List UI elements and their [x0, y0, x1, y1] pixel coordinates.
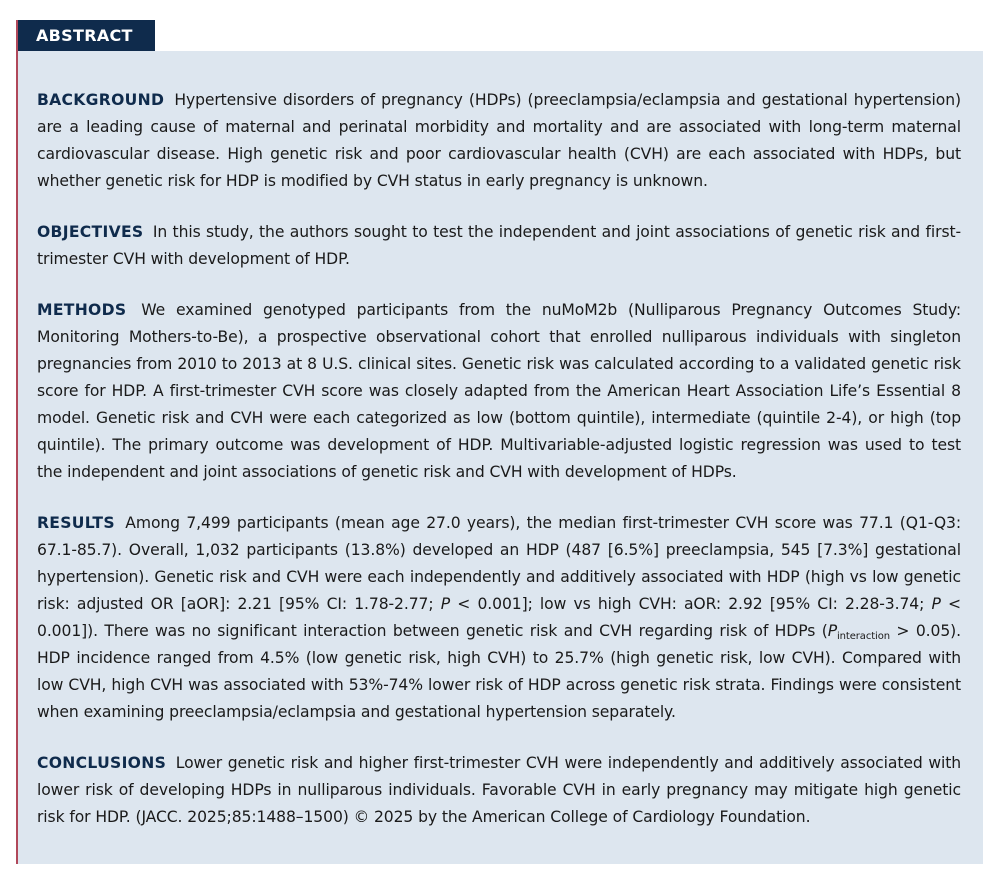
abstract-box [16, 51, 983, 864]
p-subscript: interaction [837, 631, 890, 642]
abstract-tab [16, 20, 155, 51]
section-text: We examined genotyped participants from the nuMoM2b (Nulliparous Pregnancy Outcomes Study: Monitoring Mothers-to-Be), a prospective observational cohort that enrolled nulliparous individuals with singleton pregnancies from 2010 to 2013 at 8 U.S. clinical sites. Genetic risk was calculated according to a validated genetic risk score for HDP. A first-trimester CVH score was closely adapted from the American Heart Association Life’s Essential 8 model. Genetic risk and CVH were each categorized as low (bottom quintile), intermediate (quintile 2-4), or high (top quintile). The primary outcome was development of HDP. Multivariable-adjusted logistic regression was used to test the independent and joint associations of genetic risk and CVH with development of HDPs. [37, 301, 961, 481]
section-text: Lower genetic risk and higher first-trimester CVH were independently and additively associated with lower risk of developing HDPs in nulliparous individuals. Favorable CVH in early pregnancy may mitigate high genetic risk for HDP. (JACC. 2025;85:1488–1500) © 2025 by the American College of Cardiology Foundation. [37, 754, 961, 826]
section-text: In this study, the authors sought to test the independent and joint associations of genetic risk and first-trimester CVH with development of HDP. [37, 223, 962, 268]
section-background [37, 87, 961, 195]
section-label: BACKGROUND [37, 91, 165, 109]
p-value-symbol: P [931, 595, 941, 613]
p-value-symbol: P [440, 595, 451, 613]
section-text: < 0.001]; low vs high CVH: aOR: 2.92 [95% CI: 2.28-3.74; [450, 595, 932, 613]
section-text: < 0.001]). There was no significant interaction between genetic risk and CVH regarding risk of HDPs ( [37, 595, 961, 640]
abstract-heading: ABSTRACT [36, 26, 133, 45]
section-text: Among 7,499 participants (mean age 27.0 years), the median first-trimester CVH score was 77.1 (Q1-Q3: 67.1-85.7). Overall, 1,032 participants (13.8%) developed an HDP (487 [6.5%] preeclampsia, 545 [7.3%] gestational hypertension). Genetic risk and CVH were each independently and additively associated with HDP (high vs low genetic risk: adjusted OR [aOR]: 2.21 [95% CI: 1.78-2.77; [37, 514, 962, 613]
section-label: OBJECTIVES [37, 223, 144, 241]
section-label: CONCLUSIONS [37, 754, 167, 772]
section-conclusions [37, 750, 961, 831]
section-label: RESULTS [37, 514, 115, 532]
section-methods [37, 297, 961, 486]
section-text: > 0.05). HDP incidence ranged from 4.5% (low genetic risk, high CVH) to 25.7% (high genetic risk, low CVH). Compared with low CVH, high CVH was associated with 53%-74% lower risk of HDP across genetic risk strata. Findings were consistent when examining preeclampsia/eclampsia and gestational hypertension separately. [37, 622, 962, 721]
accent-line [16, 20, 18, 51]
p-value-symbol: P [827, 622, 837, 640]
section-label: METHODS [37, 301, 127, 319]
section-text: Hypertensive disorders of pregnancy (HDPs) (preeclampsia/eclampsia and gestational hypertension) are a leading cause of maternal and perinatal morbidity and mortality and are associated with long-term maternal cardiovascular disease. High genetic risk and poor cardiovascular health (CVH) are each associated with HDPs, but whether genetic risk for HDP is modified by CVH status in early pregnancy is unknown. [37, 91, 962, 190]
section-objectives [37, 219, 961, 273]
section-results [37, 510, 961, 726]
